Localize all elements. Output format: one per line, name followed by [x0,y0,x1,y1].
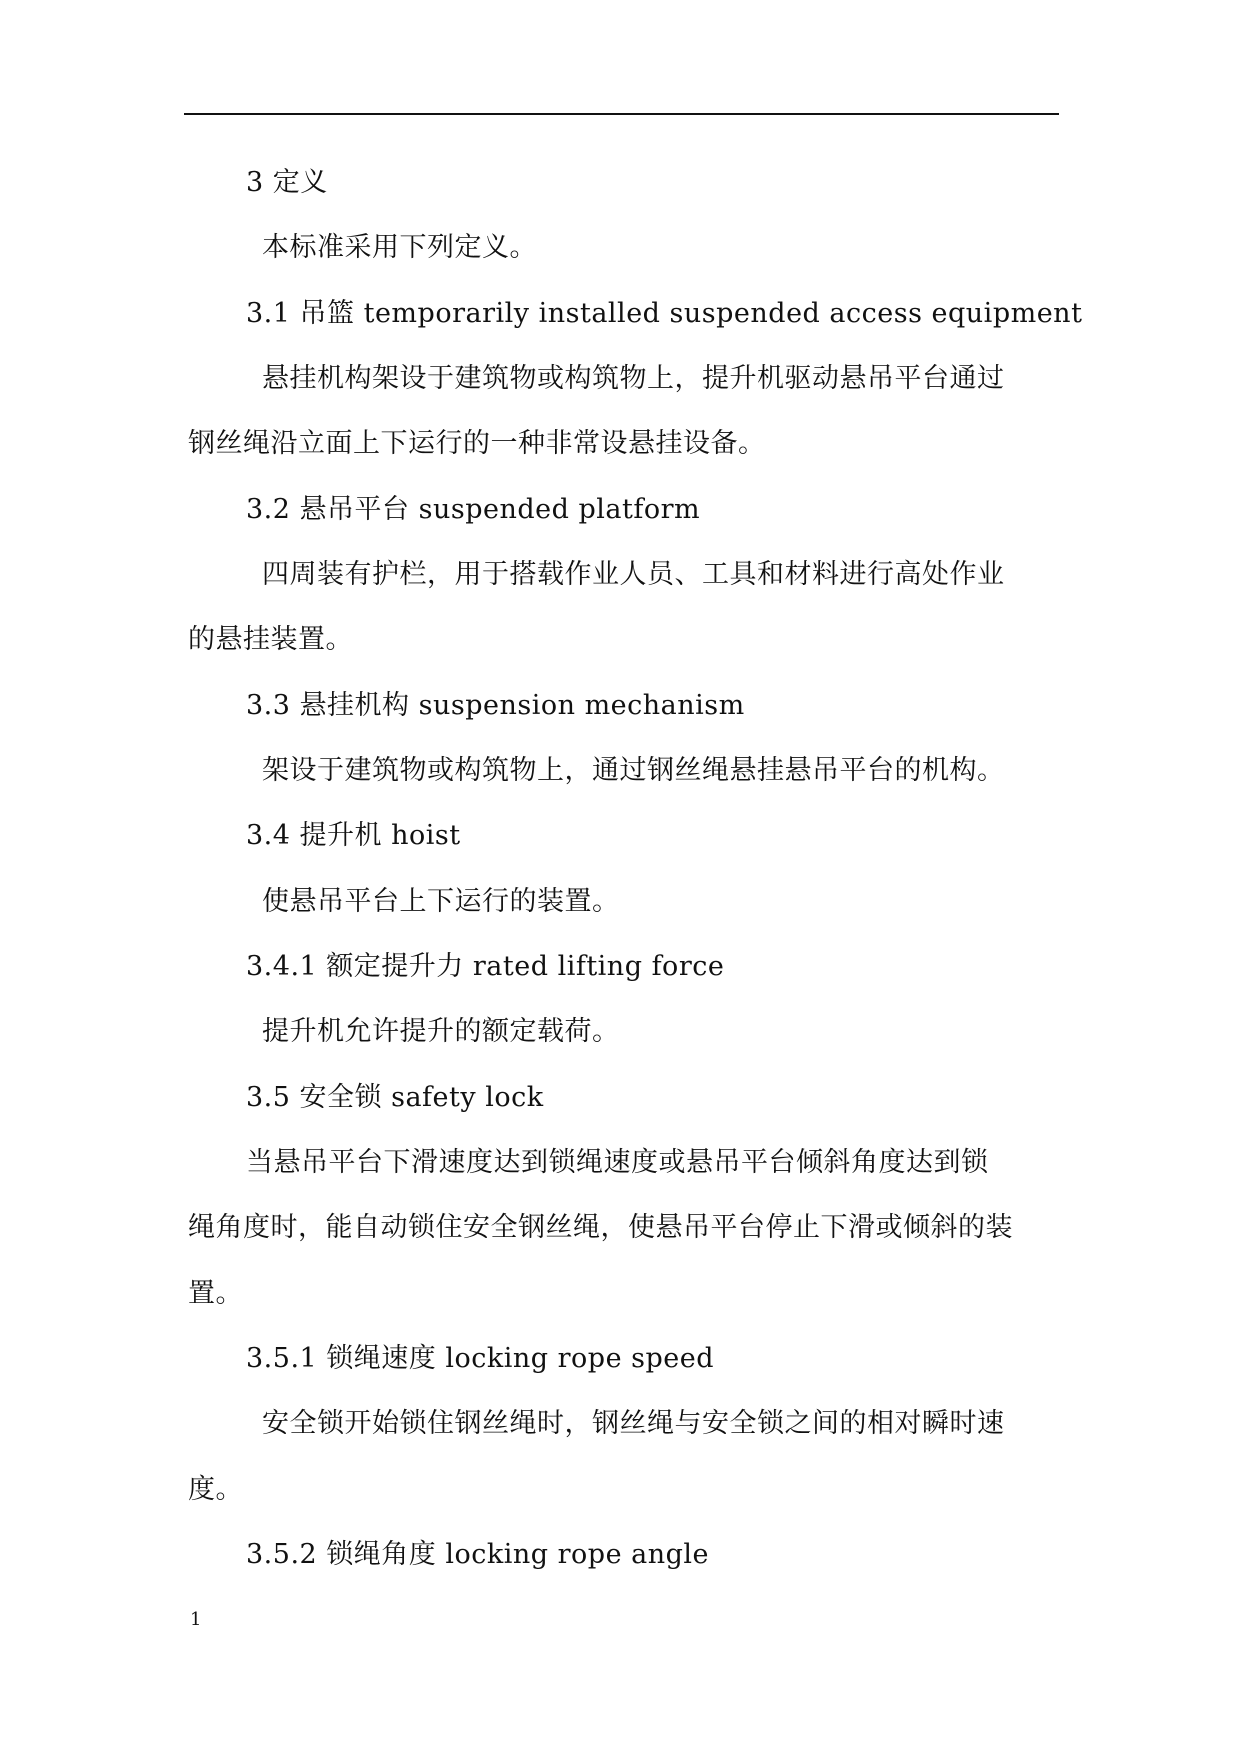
paragraph-line: 绳角度时，能自动锁住安全钢丝绳，使悬吊平台停止下滑或倾斜的装 [188,1212,1013,1243]
section-heading-3-5: 3.5 安全锁 safety lock [246,1082,544,1113]
page-number: 1 [190,1609,202,1630]
section-heading-3-2: 3.2 悬吊平台 suspended platform [246,494,701,525]
paragraph-line: 悬挂机构架设于建筑物或构筑物上，提升机驱动悬吊平台通过 [262,363,1005,394]
section-heading-3-4: 3.4 提升机 hoist [246,820,461,851]
section-heading-3-3: 3.3 悬挂机构 suspension mechanism [246,690,745,721]
paragraph-line: 架设于建筑物或构筑物上，通过钢丝绳悬挂悬吊平台的机构。 [262,755,1005,786]
paragraph-line: 四周装有护栏，用于搭载作业人员、工具和材料进行高处作业 [262,559,1005,590]
paragraph-line: 置。 [188,1278,243,1309]
header-rule [184,113,1059,115]
section-heading-3-5-1: 3.5.1 锁绳速度 locking rope speed [246,1343,715,1374]
paragraph-line: 的悬挂装置。 [188,624,353,655]
paragraph-line: 当悬吊平台下滑速度达到锁绳速度或悬吊平台倾斜角度达到锁 [246,1147,989,1178]
section-heading-3-1: 3.1 吊篮 temporarily installed suspended access equipment [246,298,1083,329]
paragraph-line: 提升机允许提升的额定载荷。 [262,1016,620,1047]
paragraph-line: 度。 [188,1474,243,1505]
section-heading-3: 3 定义 [246,167,328,198]
paragraph-line: 钢丝绳沿立面上下运行的一种非常设悬挂设备。 [188,428,766,459]
paragraph-line: 使悬吊平台上下运行的装置。 [262,886,620,917]
section-heading-3-5-2: 3.5.2 锁绳角度 locking rope angle [246,1539,710,1570]
section-heading-3-4-1: 3.4.1 额定提升力 rated lifting force [246,951,725,982]
paragraph-line: 安全锁开始锁住钢丝绳时，钢丝绳与安全锁之间的相对瞬时速 [262,1408,1005,1439]
paragraph-line: 本标准采用下列定义。 [262,232,537,263]
